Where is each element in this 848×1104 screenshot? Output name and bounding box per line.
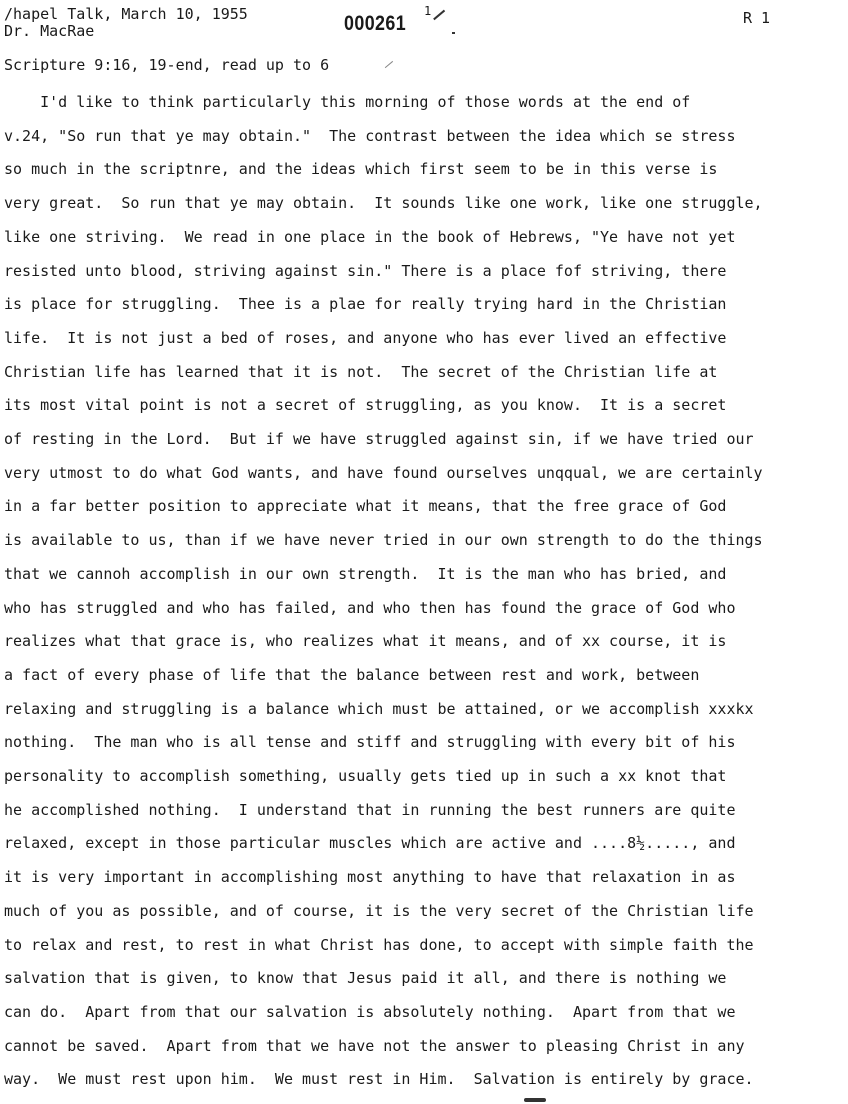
header-speaker: Dr. MacRae [4, 22, 95, 40]
body-text-line: way. We must rest upon him. We must rest in Him. Salvation is entirely by grace. [4, 1070, 754, 1089]
body-text-line: like one striving. We read in one place in the book of Hebrews, "Ye have not yet [4, 227, 736, 246]
body-text-line: nothing. The man who is all tense and stiff and struggling with every bit of his [4, 733, 736, 752]
body-text-line: very utmost to do what God wants, and have found ourselves unqqual, we are certainly [4, 463, 763, 482]
body-text-line: is place for struggling. Thee is a plae for really trying hard in the Christian [4, 295, 727, 314]
body-text-line: resisted unto blood, striving against sin." There is a place fof striving, there [4, 261, 727, 280]
body-text-line: personality to accomplish something, usually gets tied up in such a xx knot that [4, 767, 727, 785]
body-text-line: I'd like to think particularly this morning of those words at the end of [4, 93, 691, 111]
body-text-line: so much in the scriptnre, and the ideas which first seem to be in this verse is [4, 160, 718, 179]
body-text-line: can do. Apart from that our salvation is absolutely nothing. Apart from that we [4, 1002, 736, 1021]
pen-dot-mark [452, 32, 455, 34]
body-text-line: much of you as possible, and of course, it is the very secret of the Christian life [4, 901, 754, 920]
body-text-line: cannot be saved. Apart from that we have not the answer to pleasing Christ in any [4, 1036, 745, 1055]
body-text-line: a fact of every phase of life that the balance between rest and work, between [4, 665, 700, 684]
pen-tick-mark [433, 10, 445, 20]
body-text-line: is available to us, than if we have never tried in our own strength to do the things [4, 531, 763, 550]
body-text-line: who has struggled and who has failed, and who then has found the grace of God who [4, 598, 736, 617]
body-text-line: in a far better position to appreciate what it means, that the free grace of God [4, 497, 727, 516]
body-text-line: he accomplished nothing. I understand that in running the best runners are quite [4, 800, 736, 819]
body-text-line: realizes what that grace is, who realizes what it means, and of xx course, it is [4, 632, 727, 651]
body-text-line: very great. So run that ye may obtain. It sounds like one work, like one struggle, [4, 194, 763, 213]
document-number: 000261 [344, 12, 407, 35]
body-text-line: v.24, "So run that ye may obtain." The contrast between the idea which se stress [4, 126, 736, 145]
pen-tick-mark [385, 61, 393, 68]
body-text-line: that we cannoh accomplish in our own strength. It is the man who has bried, and [4, 564, 727, 583]
body-text-line: Christian life has learned that it is not. The secret of the Christian life at [4, 362, 718, 381]
header-title-date: /hapel Talk, March 10, 1955 [4, 5, 248, 23]
body-text-line: its most vital point is not a secret of struggling, as you know. It is a secret [4, 396, 727, 415]
page-mark: R 1 [743, 9, 771, 27]
body-text-line: to relax and rest, to rest in what Christ has done, to accept with simple faith the [4, 935, 754, 954]
body-text-line: of resting in the Lord. But if we have struggled against sin, if we have tried our [4, 430, 754, 448]
bottom-smudge-mark [524, 1098, 546, 1102]
document-number-superscript: 1 [424, 4, 432, 18]
body-text-line: life. It is not just a bed of roses, and anyone who has ever lived an effective [4, 328, 727, 347]
body-text-line: relaxing and struggling is a balance which must be attained, or we accomplish xxxkx [4, 699, 754, 718]
body-text-line: relaxed, except in those particular muscles which are active and ....8½....., and [4, 834, 736, 853]
body-text-line: salvation that is given, to know that Jesus paid it all, and there is nothing we [4, 969, 727, 988]
body-text-line: it is very important in accomplishing most anything to have that relaxation in as [4, 868, 736, 887]
scripture-reference: Scripture 9:16, 19-end, read up to 6 [4, 56, 330, 74]
